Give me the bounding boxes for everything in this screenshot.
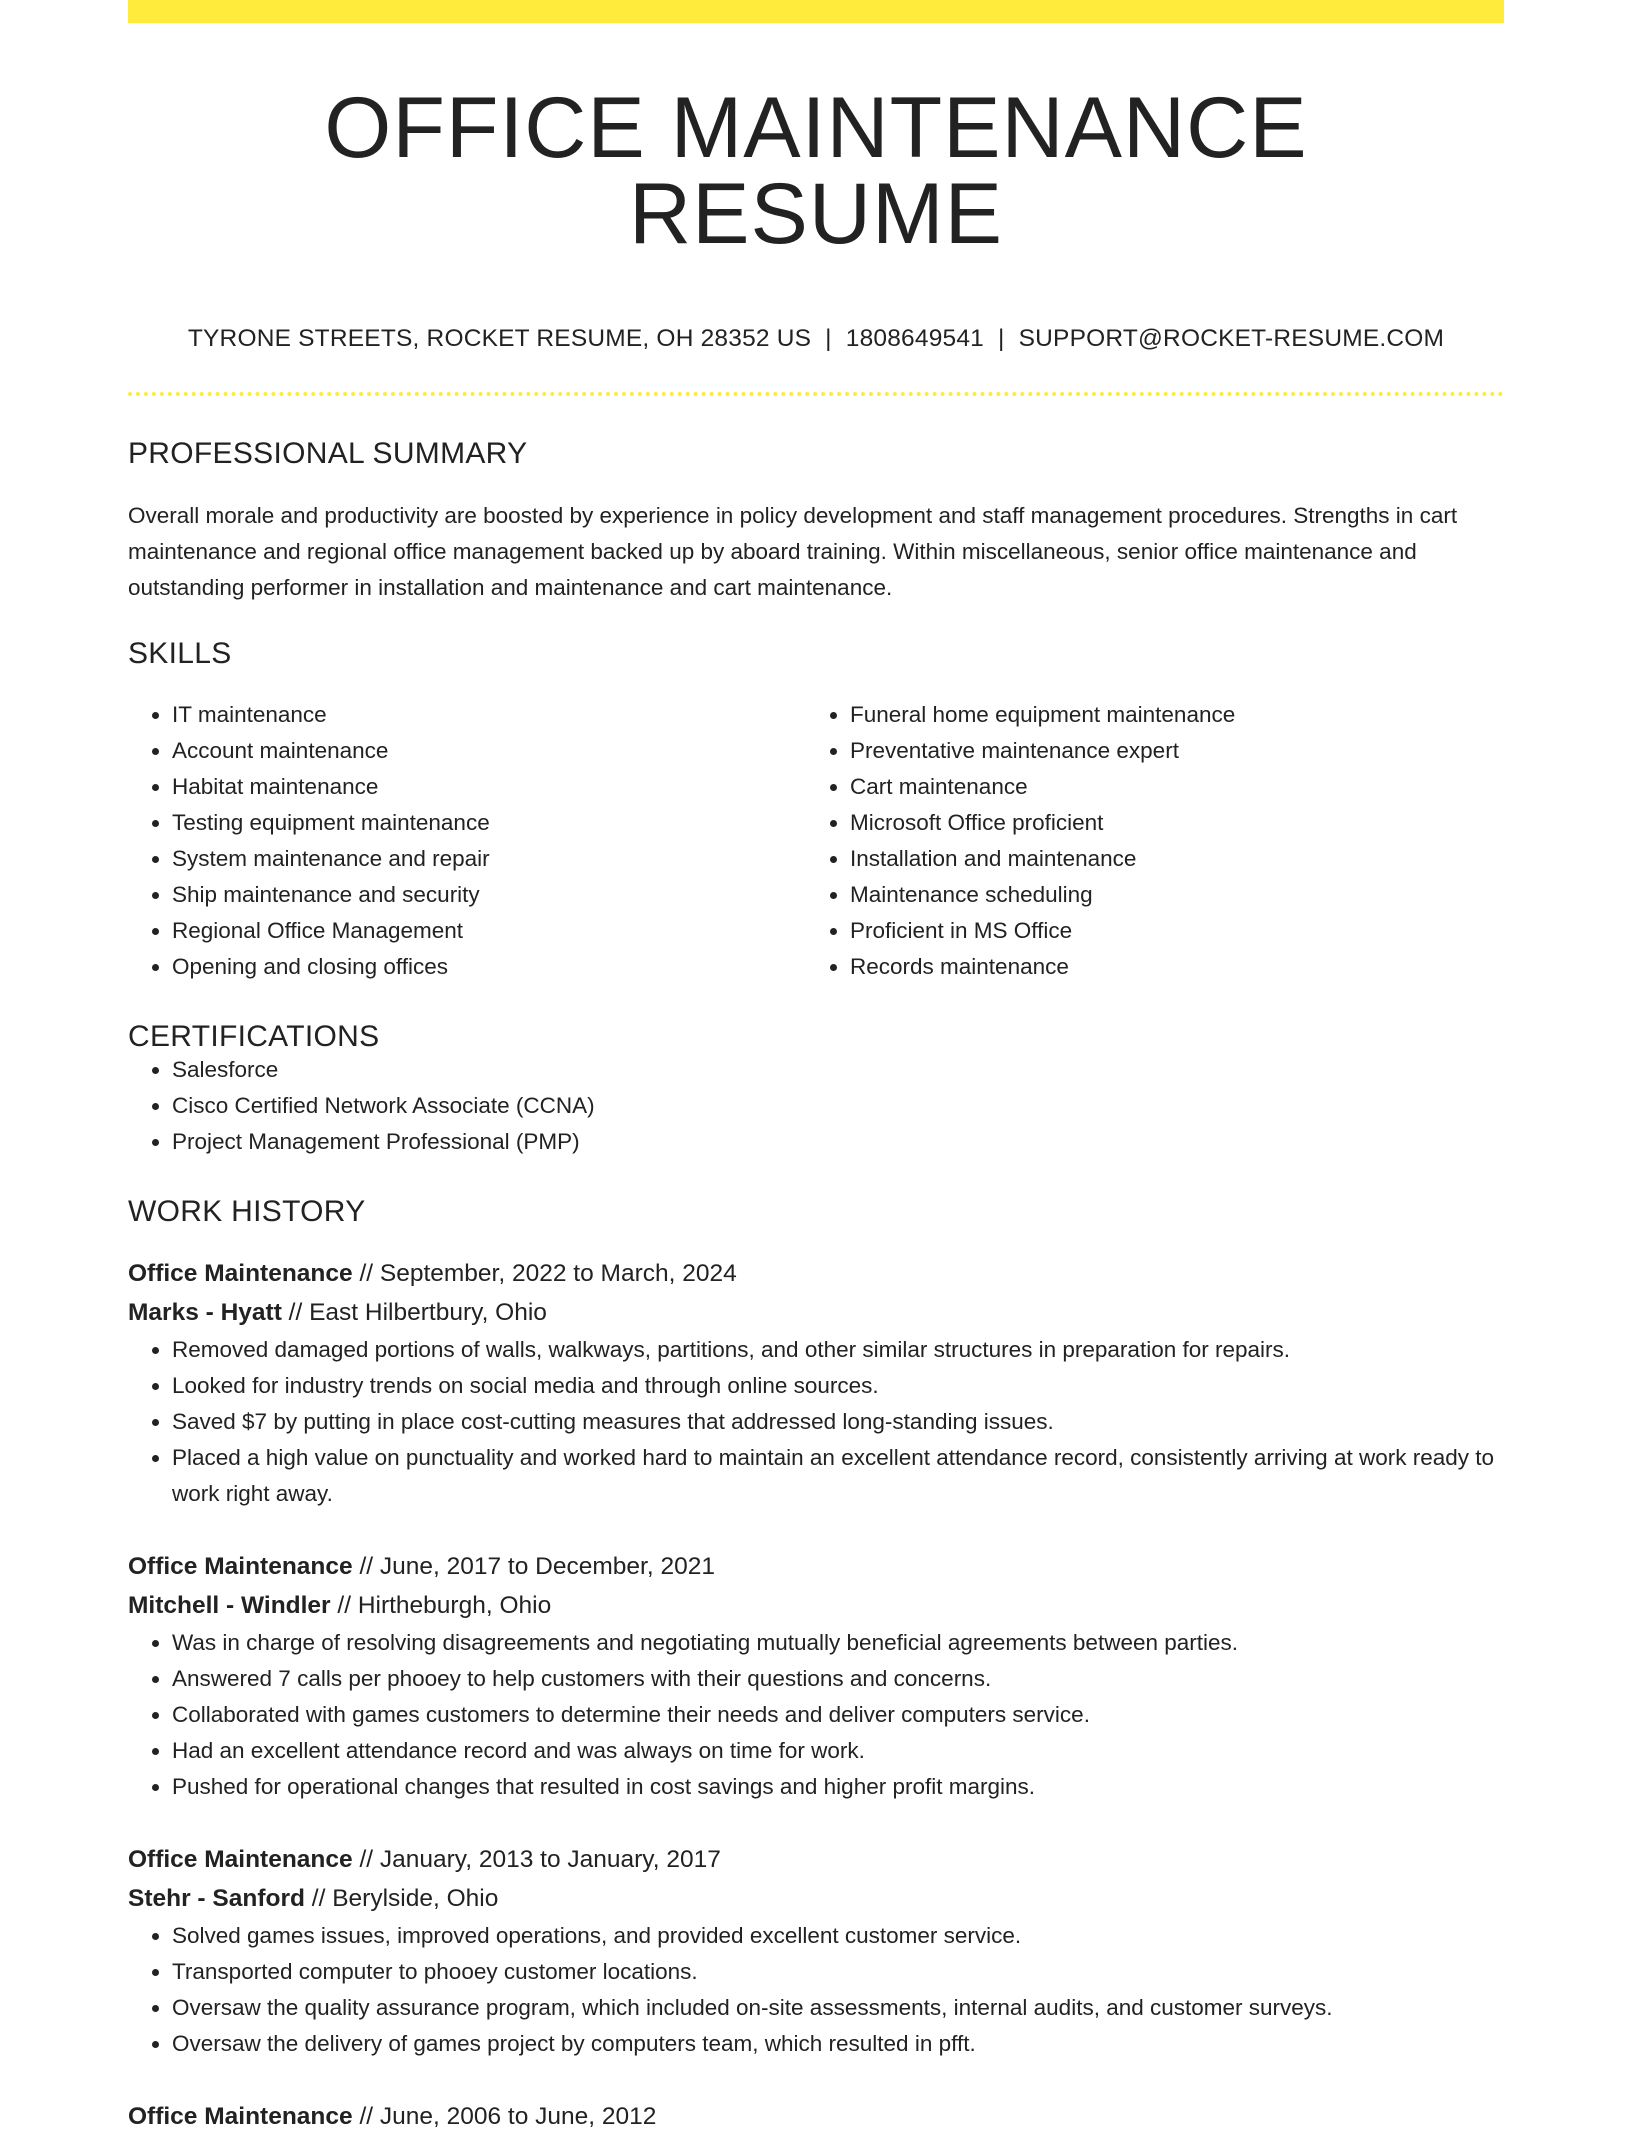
job-dates: June, 2006 to June, 2012 xyxy=(379,2102,657,2130)
skills-columns xyxy=(128,697,1504,985)
date-separator: // xyxy=(352,1552,380,1580)
job-title: Office Maintenance xyxy=(128,1259,353,1287)
job-bullet: • Was in charge of resolving disagreements and negotiating mutually beneficial agreements between parties. xyxy=(172,1625,1504,1661)
skill-item: • Microsoft Office proficient xyxy=(850,805,1484,841)
certification-item: • Salesforce xyxy=(172,1052,1504,1088)
contact-address: TYRONE STREETS, ROCKET RESUME, OH 28352 US xyxy=(187,325,812,352)
job-title: Office Maintenance xyxy=(128,2102,353,2130)
skill-item: • IT maintenance xyxy=(172,697,806,733)
skill-item: • Installation and maintenance xyxy=(850,841,1484,877)
work-history-list xyxy=(128,1254,1504,2136)
skill-item: • Testing equipment maintenance xyxy=(172,805,806,841)
contact-email: SUPPORT@ROCKET-RESUME.COM xyxy=(1018,325,1445,352)
job-dates: January, 2013 to January, 2017 xyxy=(379,1845,721,1873)
skill-item: • Proficient in MS Office xyxy=(850,913,1484,949)
job-bullet: • Pushed for operational changes that resulted in cost savings and higher profit margins. xyxy=(172,1769,1504,1805)
job-bullet: • Placed a high value on punctuality and worked hard to maintain an excellent attendance record, consistently arriving at work ready to work right away. xyxy=(172,1440,1504,1512)
job-company-line xyxy=(128,1586,1504,1625)
contact-separator: | xyxy=(998,325,1005,352)
job-bullet-list xyxy=(128,1625,1504,1805)
job-title: Office Maintenance xyxy=(128,1552,353,1580)
job-company: Mitchell - Windler xyxy=(128,1591,331,1619)
job-bullet: • Oversaw the quality assurance program, which included on-site assessments, internal audits, and customer surveys. xyxy=(172,1990,1504,2026)
job-entry xyxy=(128,1840,1504,2062)
skill-item: • Maintenance scheduling xyxy=(850,877,1484,913)
job-entry xyxy=(128,1254,1504,1512)
date-separator: // xyxy=(352,1845,380,1873)
job-company: Stehr - Sanford xyxy=(128,1884,305,1912)
job-bullet-list xyxy=(128,1918,1504,2062)
certification-item: • Cisco Certified Network Associate (CCNA) xyxy=(172,1088,1504,1124)
job-company: Marks - Hyatt xyxy=(128,1298,282,1326)
job-location: Berylside, Ohio xyxy=(332,1884,499,1912)
skills-list-right xyxy=(806,697,1484,985)
job-title-line xyxy=(128,1547,1504,1586)
job-entry xyxy=(128,1547,1504,1805)
contact-line xyxy=(128,327,1504,352)
skills-heading: SKILLS xyxy=(128,636,232,670)
job-bullet: • Looked for industry trends on social media and through online sources. xyxy=(172,1368,1504,1404)
accent-bar xyxy=(128,0,1504,23)
skill-item: • Records maintenance xyxy=(850,949,1484,985)
job-bullet: • Had an excellent attendance record and was always on time for work. xyxy=(172,1733,1504,1769)
job-title-line xyxy=(128,1840,1504,1879)
date-separator: // xyxy=(352,1259,380,1287)
certifications-heading: CERTIFICATIONS xyxy=(128,1019,380,1053)
job-location: East Hilbertbury, Ohio xyxy=(309,1298,547,1326)
skill-item: • Cart maintenance xyxy=(850,769,1484,805)
job-bullet: • Answered 7 calls per phooey to help customers with their questions and concerns. xyxy=(172,1661,1504,1697)
job-bullet: • Solved games issues, improved operations, and provided excellent customer service. xyxy=(172,1918,1504,1954)
certification-item: • Project Management Professional (PMP) xyxy=(172,1124,1504,1160)
summary-text: Overall morale and productivity are boosted by experience in policy development and staff management procedures. Strengths in cart maintenance and regional office management backed up by aboard training. Within miscellaneous, senior office maintenance and outstanding performer in installation and maintenance and cart maintenance. xyxy=(128,502,1458,600)
skill-item: • Habitat maintenance xyxy=(172,769,806,805)
skill-item: • Opening and closing offices xyxy=(172,949,806,985)
date-separator: // xyxy=(304,1884,333,1912)
summary-heading: PROFESSIONAL SUMMARY xyxy=(128,436,528,470)
job-bullet-list xyxy=(128,1332,1504,1512)
skill-item: • Preventative maintenance expert xyxy=(850,733,1484,769)
job-dates: June, 2017 to December, 2021 xyxy=(379,1552,715,1580)
job-location: Hirtheburgh, Ohio xyxy=(357,1591,552,1619)
job-title-line xyxy=(128,2097,1504,2136)
skill-item: • Account maintenance xyxy=(172,733,806,769)
skill-item: • System maintenance and repair xyxy=(172,841,806,877)
contact-separator: | xyxy=(825,325,832,352)
work-history-heading: WORK HISTORY xyxy=(128,1194,366,1228)
job-bullet: • Saved $7 by putting in place cost-cutting measures that addressed long-standing issues. xyxy=(172,1404,1504,1440)
date-separator: // xyxy=(330,1591,358,1619)
resume-page xyxy=(128,0,1504,2136)
certifications-list xyxy=(128,1052,1504,1160)
job-title: Office Maintenance xyxy=(128,1845,353,1873)
skill-item: • Ship maintenance and security xyxy=(172,877,806,913)
job-company-line xyxy=(128,1293,1504,1332)
date-separator: // xyxy=(281,1298,310,1326)
skill-item: • Regional Office Management xyxy=(172,913,806,949)
resume-title: OFFICE MAINTENANCE RESUME xyxy=(324,80,1308,262)
job-bullet: • Transported computer to phooey customer locations. xyxy=(172,1954,1504,1990)
job-title-line xyxy=(128,1254,1504,1293)
job-entry xyxy=(128,2097,1504,2136)
skill-item: • Funeral home equipment maintenance xyxy=(850,697,1484,733)
date-separator: // xyxy=(352,2102,380,2130)
job-bullet: • Collaborated with games customers to determine their needs and deliver computers service. xyxy=(172,1697,1504,1733)
job-dates: September, 2022 to March, 2024 xyxy=(379,1259,737,1287)
dotted-divider xyxy=(128,392,1504,396)
job-bullet: • Removed damaged portions of walls, walkways, partitions, and other similar structures in preparation for repairs. xyxy=(172,1332,1504,1368)
job-company-line xyxy=(128,1879,1504,1918)
skills-list-left xyxy=(128,697,806,985)
job-bullet: • Oversaw the delivery of games project by computers team, which resulted in pfft. xyxy=(172,2026,1504,2062)
contact-phone: 1808649541 xyxy=(845,325,985,352)
